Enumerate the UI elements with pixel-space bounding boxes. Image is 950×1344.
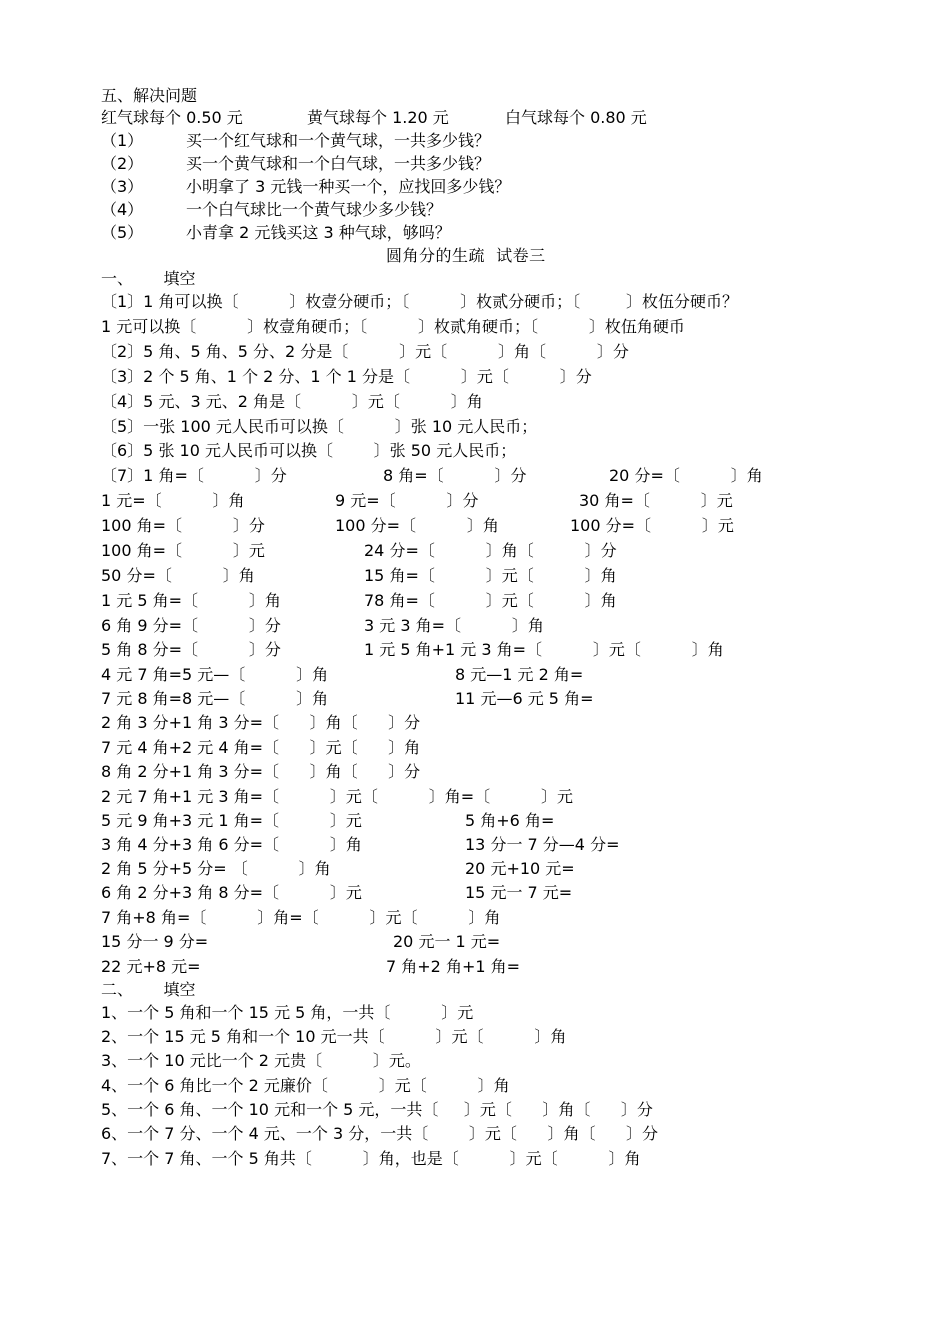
question-number: （3）	[101, 177, 144, 196]
conversion-cell: 22 元+8 元=	[101, 957, 201, 976]
conversion-cell: 20 元一 1 元=	[393, 932, 501, 951]
conversion-cell: 7 角+2 角+1 角=	[386, 957, 521, 976]
conversion-cell: 6 角 9 分=〔 〕分	[101, 616, 281, 635]
price-red-balloon: 红气球每个 0.50 元	[101, 108, 243, 127]
conversion-cell: 20 元+10 元=	[465, 859, 575, 878]
conversion-cell: 15 角=〔 〕元〔 〕角	[364, 566, 617, 585]
conversion-cell: 30 角=〔 〕元	[579, 491, 733, 510]
question-text: 小明拿了 3 元钱一种买一个，应找回多少钱？	[186, 177, 511, 196]
fill-item: 〔3〕2 个 5 角、1 个 2 分、1 个 1 分是〔 〕元〔 〕分	[101, 367, 592, 386]
fill-item: 〔1〕1 角可以换〔 〕枚壹分硬币；〔 〕枚贰分硬币；〔 〕枚伍分硬币？	[101, 292, 738, 311]
fill-item: 2、一个 15 元 5 角和一个 10 元一共〔 〕元〔 〕角	[101, 1027, 567, 1046]
conversion-cell: 1 元 5 角=〔 〕角	[101, 591, 281, 610]
fill-item: 〔5〕一张 100 元人民币可以换〔 〕张 10 元人民币；	[101, 417, 538, 436]
conversion-cell: 7 元 8 角=8 元—〔 〕角	[101, 689, 329, 708]
conversion-cell: 5 元 9 角+3 元 1 角=〔 〕元	[101, 811, 362, 830]
question-number: （1）	[101, 131, 144, 150]
fill-item: 4、一个 6 角比一个 2 元廉价〔 〕元〔 〕角	[101, 1076, 510, 1095]
fill-item: 6、一个 7 分、一个 4 元、一个 3 分，一共〔 〕元〔 〕角〔 〕分	[101, 1124, 658, 1143]
conversion-cell: 5 角+6 角=	[465, 811, 555, 830]
conversion-cell: 3 角 4 分+3 角 6 分=〔 〕角	[101, 835, 362, 854]
fill-item: 1 元可以换〔 〕枚壹角硬币；〔 〕枚贰角硬币；〔 〕枚伍角硬币	[101, 317, 685, 336]
conversion-cell: 100 角=〔 〕元	[101, 541, 265, 560]
conversion-cell: 1 元 5 角+1 元 3 角=〔 〕元〔 〕角	[364, 640, 724, 659]
conversion-cell: 2 角 3 分+1 角 3 分=〔 〕角〔 〕分	[101, 713, 421, 732]
test-title: 圆角分的生疏 试卷三	[386, 246, 546, 265]
conversion-cell: 8 元—1 元 2 角=	[455, 665, 584, 684]
conversion-cell: 7 元 4 角+2 元 4 角=〔 〕元〔 〕角	[101, 738, 421, 757]
fill-item: 5、一个 6 角、一个 10 元和一个 5 元，一共〔 〕元〔 〕角〔 〕分	[101, 1100, 653, 1119]
conversion-cell: 4 元 7 角=5 元—〔 〕角	[101, 665, 329, 684]
conversion-cell: 9 元=〔 〕分	[335, 491, 479, 510]
part2-heading: 二、 填空	[101, 980, 196, 999]
conversion-cell: 11 元—6 元 5 角=	[455, 689, 594, 708]
conversion-cell: 50 分=〔 〕角	[101, 566, 255, 585]
section5-heading: 五、解决问题	[101, 86, 198, 105]
conversion-cell: 78 角=〔 〕元〔 〕角	[364, 591, 617, 610]
conversion-cell: 100 分=〔 〕元	[570, 516, 734, 535]
fill-item: 〔2〕5 角、5 角、5 分、2 分是〔 〕元〔 〕角〔 〕分	[101, 342, 629, 361]
question-text: 一个白气球比一个黄气球少多少钱？	[186, 200, 443, 219]
conversion-cell: 1 元=〔 〕角	[101, 491, 245, 510]
conversion-cell: 2 角 5 分+5 分= 〔 〕角	[101, 859, 331, 878]
conversion-cell: 2 元 7 角+1 元 3 角=〔 〕元〔 〕角=〔 〕元	[101, 787, 574, 806]
conversion-cell: 13 分一 7 分—4 分=	[465, 835, 620, 854]
fill-item: 1、一个 5 角和一个 15 元 5 角，一共〔 〕元	[101, 1003, 474, 1022]
conversion-cell: 100 角=〔 〕分	[101, 516, 265, 535]
conversion-cell: 15 分一 9 分=	[101, 932, 209, 951]
fill-item: 〔6〕5 张 10 元人民币可以换〔 〕张 50 元人民币；	[101, 441, 517, 460]
question-text: 小青拿 2 元钱买这 3 种气球，够吗？	[186, 223, 451, 242]
fill-item: 3、一个 10 元比一个 2 元贵〔 〕元。	[101, 1051, 421, 1070]
question-text: 买一个红气球和一个黄气球，一共多少钱？	[186, 131, 491, 150]
price-yellow-balloon: 黄气球每个 1.20 元	[307, 108, 449, 127]
conversion-cell: 24 分=〔 〕角〔 〕分	[364, 541, 617, 560]
conversion-cell: 20 分=〔 〕角	[609, 466, 763, 485]
question-text: 买一个黄气球和一个白气球，一共多少钱？	[186, 154, 491, 173]
conversion-cell: 〔7〕1 角=〔 〕分	[101, 466, 287, 485]
part1-heading: 一、 填空	[101, 269, 196, 288]
conversion-cell: 8 角 2 分+1 角 3 分=〔 〕角〔 〕分	[101, 762, 421, 781]
fill-item: 7、一个 7 角、一个 5 角共〔 〕角，也是〔 〕元〔 〕角	[101, 1149, 641, 1168]
price-white-balloon: 白气球每个 0.80 元	[505, 108, 647, 127]
conversion-cell: 8 角=〔 〕分	[383, 466, 527, 485]
conversion-cell: 5 角 8 分=〔 〕分	[101, 640, 281, 659]
question-number: （4）	[101, 200, 144, 219]
question-number: （2）	[101, 154, 144, 173]
conversion-cell: 6 角 2 分+3 角 8 分=〔 〕元	[101, 883, 362, 902]
conversion-cell: 7 角+8 角=〔 〕角=〔 〕元〔 〕角	[101, 908, 501, 927]
conversion-cell: 15 元一 7 元=	[465, 883, 573, 902]
conversion-cell: 100 分=〔 〕角	[335, 516, 499, 535]
fill-item: 〔4〕5 元、3 元、2 角是〔 〕元〔 〕角	[101, 392, 483, 411]
question-number: （5）	[101, 223, 144, 242]
conversion-cell: 3 元 3 角=〔 〕角	[364, 616, 544, 635]
